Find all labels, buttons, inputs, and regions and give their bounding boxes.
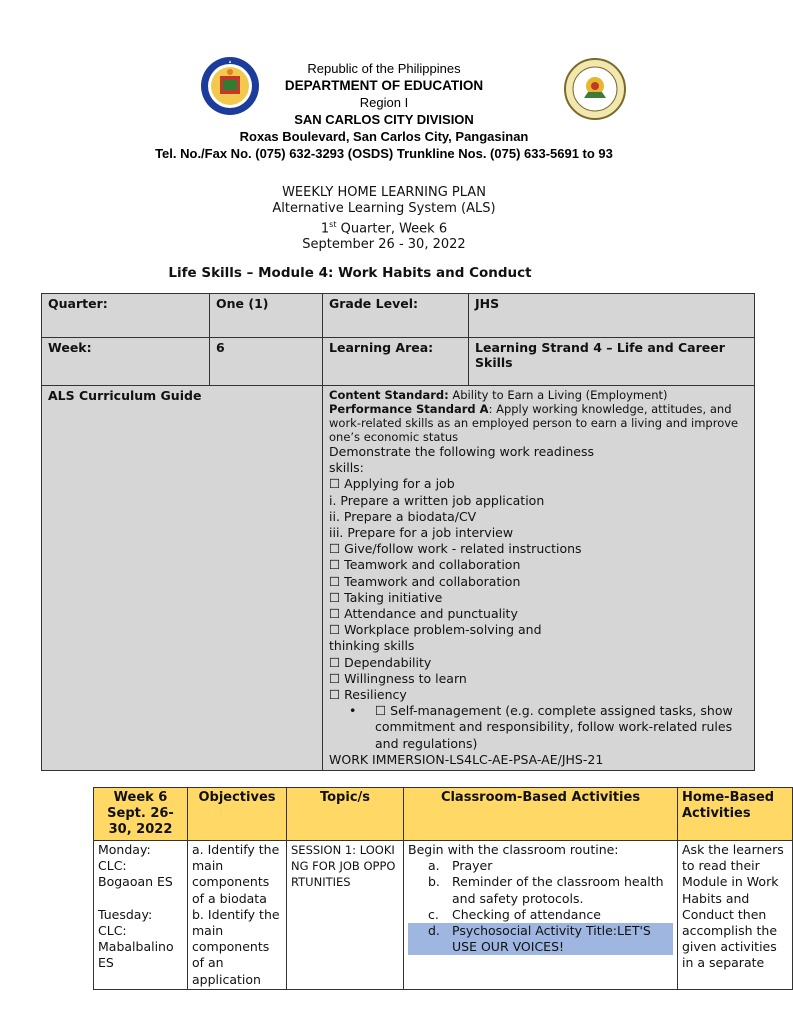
objectives-header: Objectives — [188, 788, 287, 841]
guide-line: thinking skills — [329, 638, 415, 654]
guide-line: iii. Prepare for a job interview — [329, 525, 514, 541]
classroom-item: d. Psychosocial Activity Title:LET'S USE OUR VOICES! — [408, 923, 673, 955]
guide-line: ☐ Teamwork and collaboration — [329, 573, 521, 589]
classroom-item: c. Checking of attendance — [428, 906, 601, 922]
quarter-label: Quarter: — [42, 294, 210, 338]
guide-line: ☐ Workplace problem-solving and — [329, 622, 542, 638]
classroom-item: b. Reminder of the classroom health and safety protocols. — [428, 874, 664, 906]
division-line: SAN CARLOS CITY DIVISION — [294, 112, 474, 127]
area-label: Learning Area: — [323, 338, 469, 386]
telephone-line: Tel. No./Fax No. (075) 632-3293 (OSDS) Trunkline Nos. (075) 633-5691 to 93 — [155, 146, 613, 161]
week-value: 6 — [210, 338, 323, 386]
region-line: Region I — [359, 95, 409, 110]
guide-line: Demonstrate the following work readiness — [329, 444, 594, 459]
guide-line: ☐ Willingness to learn — [329, 670, 467, 686]
guide-line: ☐ Resiliency — [329, 687, 407, 703]
guide-line: ☐ Teamwork and collaboration — [329, 557, 521, 573]
plan-program: Alternative Learning System (ALS) — [272, 201, 496, 216]
address-line: Roxas Boulevard, San Carlos City, Pangasinan — [239, 129, 529, 144]
plan-quarter: 1st Quarter, Week 6 — [320, 220, 448, 237]
quarter-value: One (1) — [210, 294, 323, 338]
guide-line: ☐ Applying for a job — [329, 476, 455, 492]
guide-line: ☐ Dependability — [329, 654, 432, 670]
plan-dates: September 26 - 30, 2022 — [302, 237, 466, 253]
info-table — [41, 293, 755, 771]
self-management-item: ☐ Self-management (e.g. complete assigned tasks, show commitment and responsibility, follow work-related rules and regulations) — [375, 703, 733, 751]
competency-code: WORK IMMERSION-LS4LC-AE-PSA-AE/JHS-21 — [329, 751, 604, 767]
plan-title: WEEKLY HOME LEARNING PLAN — [282, 185, 486, 200]
guide-line: ☐ Attendance and punctuality — [329, 606, 518, 622]
topics-header: Topic/s — [287, 788, 404, 841]
day-cell: Monday: CLC: Bogaoan ES Tuesday: CLC: Mabalbalino ES — [94, 841, 188, 990]
guide-label: ALS Curriculum Guide — [42, 386, 323, 771]
classroom-header: Classroom-Based Activities — [404, 788, 678, 841]
week-label: Week: — [42, 338, 210, 386]
deped-line: DEPARTMENT OF EDUCATION — [284, 78, 484, 93]
guide-line: ii. Prepare a biodata/CV — [329, 508, 477, 524]
schedule-table — [93, 787, 793, 990]
topic-cell: SESSION 1: LOOKING FOR JOB OPPORTUNITIES — [287, 841, 404, 990]
republic-line: Republic of the Philippines — [307, 61, 461, 76]
home-header: Home-Based Activities — [678, 788, 793, 841]
grade-label: Grade Level: — [323, 294, 469, 338]
objectives-cell: a. Identify the main components of a biodata b. Identify the main components of an application — [188, 841, 287, 990]
grade-value: JHS — [469, 294, 755, 338]
guide-line: ☐ Taking initiative — [329, 589, 443, 605]
guide-content: Content Standard: Ability to Earn a Living (Employment) Performance Standard A: Apply working knowledge, attitudes, and work-related skills as an employed person to earn a living and improve one’s economic status Demonstrate the following work readiness skills: ☐ Applying for a job i. Prepare a written job application ii. Prepare a biodata/CV iii. Prepare for a job interview ☐ Give/follow work - related instructions ☐ Teamwork and collaboration ☐ Teamwork and collaboration ☐ Taking initiative ☐ Attendance and punctuality ☐ Workplace problem-solving and thinking skills ☐ Dependability ☐ Willingness to learn ☐ Resiliency • ☐ Self-management (e.g. complete assigned tasks, show commitment and responsibility, follow work-related rules and regulations) WORK IMMERSION-LS4LC-AE-PSA-AE/JHS-21 — [323, 386, 755, 771]
area-value: Learning Strand 4 – Life and Career Skills — [469, 338, 755, 386]
classroom-item: a. Prayer — [428, 858, 493, 874]
guide-line: skills: — [329, 460, 364, 476]
guide-line: ☐ Give/follow work - related instructions — [329, 541, 582, 557]
module-title: Life Skills – Module 4: Work Habits and Conduct — [168, 265, 532, 281]
home-cell: Ask the learners to read their Module in Work Habits and Conduct then accomplish the given activities in a separate — [678, 841, 793, 990]
classroom-cell: Begin with the classroom routine: a. Prayer b. Reminder of the classroom health and safety protocols. c. Checking of attendance d. Psychosocial Activity Title:LET'S USE OUR VOICES! — [404, 841, 678, 990]
guide-line: i. Prepare a written job application — [329, 492, 545, 508]
week-header: Week 6 Sept. 26-30, 2022 — [94, 788, 188, 841]
